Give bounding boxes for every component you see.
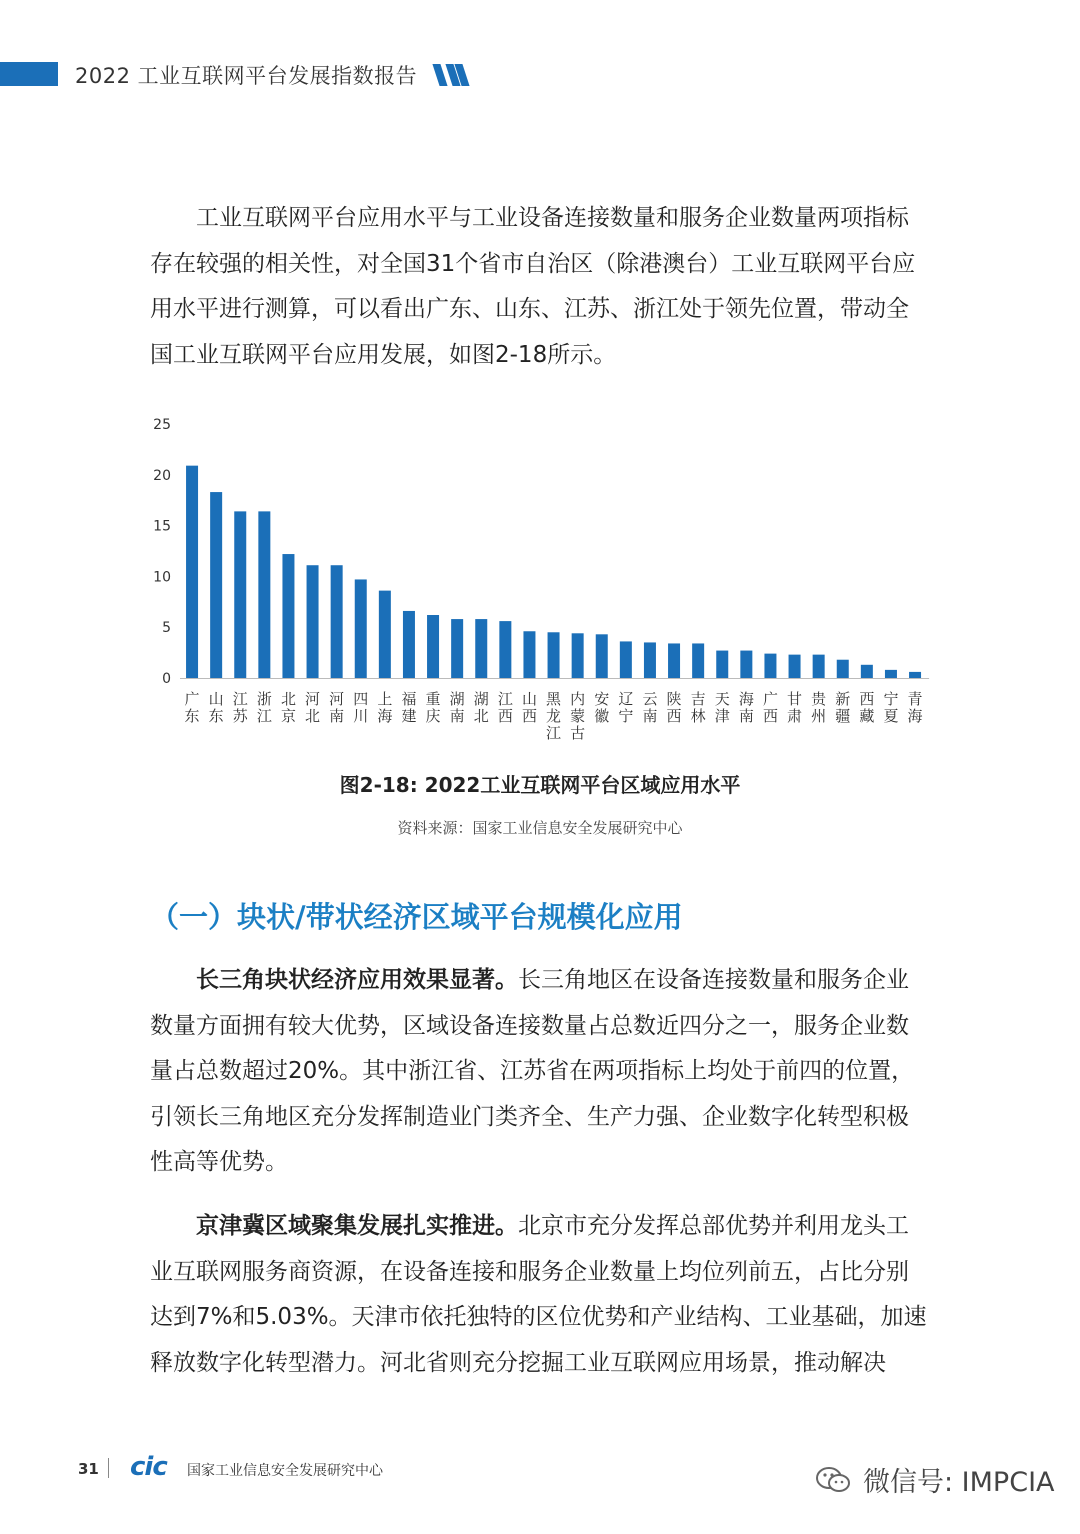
cic-logo: cic <box>130 1452 167 1482</box>
page-number: 31 <box>78 1460 99 1478</box>
x-tick-label: 陕西 <box>666 690 682 725</box>
bar <box>475 619 487 678</box>
bar <box>427 615 439 678</box>
header-accent-bar <box>0 62 58 86</box>
x-tick-label: 海南 <box>738 690 754 725</box>
intro-paragraph <box>150 196 930 378</box>
bar <box>572 633 584 678</box>
bar <box>668 643 680 678</box>
x-tick-label: 江苏 <box>232 690 248 725</box>
y-tick-label: 5 <box>162 620 171 637</box>
wechat-icon <box>815 1466 851 1494</box>
wechat-watermark <box>815 1460 1055 1500</box>
bar <box>523 631 535 678</box>
x-tick-label: 广西 <box>762 690 778 725</box>
bar <box>885 670 897 678</box>
bar <box>764 654 776 678</box>
x-tick-label: 浙江 <box>256 690 272 725</box>
yangtze-lead: 长三角块状经济应用效果显著。 <box>196 967 518 993</box>
x-tick-label: 上海 <box>377 690 393 725</box>
section-heading: （一）块状/带状经济区域平台规模化应用 <box>150 900 683 934</box>
bar <box>234 511 246 678</box>
y-tick-label: 15 <box>153 518 171 535</box>
x-tick-label: 黑龙江 <box>546 690 562 742</box>
bar <box>740 651 752 678</box>
yangtze-body: 长三角地区在设备连接数量和服务企业数量方面拥有较大优势，区域设备连接数量占总数近四分之一，服务企业数量占总数超过20%。其中浙江省、江苏省在两项指标上均处于前四的位置，引领长三角地区充分发挥制造业门类齐全、生产力强、企业数字化转型积极性高等优势。 <box>150 967 915 1175</box>
bar <box>813 655 825 678</box>
figure-source: 资料来源：国家工业信息安全发展研究中心 <box>397 819 683 837</box>
bar <box>355 579 367 678</box>
bar <box>258 511 270 678</box>
bar <box>548 632 560 678</box>
x-tick-label: 天津 <box>714 690 730 725</box>
x-tick-label: 甘肃 <box>787 690 803 725</box>
bar <box>692 643 704 678</box>
bar <box>499 621 511 678</box>
bar <box>909 672 921 678</box>
intro-text: 工业互联网平台应用水平与工业设备连接数量和服务企业数量两项指标存在较强的相关性，对全国31个省市自治区（除港澳台）工业互联网平台应用水平进行测算，可以看出广东、山东、江苏、浙江处于领先位置，带动全国工业互联网平台应用发展，如图2-18所示。 <box>150 205 916 368</box>
bar <box>837 660 849 678</box>
bar <box>789 655 801 678</box>
figure-caption: 图2-18: 2022工业互联网平台区域应用水平 <box>339 773 741 797</box>
bar-chart <box>0 400 1080 750</box>
x-tick-label: 西藏 <box>859 690 875 725</box>
bar <box>307 565 319 678</box>
bar <box>861 665 873 678</box>
x-tick-label: 内蒙古 <box>570 690 586 742</box>
x-tick-label: 河南 <box>329 690 345 725</box>
bar <box>282 554 294 678</box>
x-tick-label: 青海 <box>907 690 923 725</box>
bar <box>331 565 343 678</box>
yangtze-paragraph <box>150 958 930 1186</box>
bar <box>186 466 198 678</box>
jingjinji-paragraph <box>150 1204 930 1386</box>
report-title: 2022 工业互联网平台发展指数报告 <box>75 64 418 88</box>
x-tick-label: 河北 <box>305 690 321 725</box>
x-tick-label: 广东 <box>184 690 200 725</box>
x-tick-label: 福建 <box>401 690 417 725</box>
y-tick-label: 25 <box>153 417 171 433</box>
x-tick-label: 辽宁 <box>618 690 634 725</box>
x-tick-label: 北京 <box>280 690 296 725</box>
bar <box>451 619 463 678</box>
x-tick-label: 云南 <box>642 690 658 725</box>
bar <box>379 591 391 678</box>
x-tick-label: 山西 <box>521 690 537 725</box>
footer-org-name: 国家工业信息安全发展研究中心 <box>187 1463 383 1479</box>
bar <box>716 651 728 678</box>
bar <box>620 641 632 678</box>
x-tick-label: 重庆 <box>425 690 441 725</box>
x-tick-label: 湖南 <box>449 690 465 725</box>
y-tick-label: 0 <box>162 671 171 687</box>
x-tick-label: 四川 <box>353 690 369 725</box>
x-tick-label: 宁夏 <box>883 690 899 725</box>
bar <box>210 492 222 678</box>
y-tick-label: 20 <box>153 467 171 484</box>
x-tick-label: 贵州 <box>811 690 827 725</box>
y-tick-label: 10 <box>153 569 171 586</box>
jingjinji-lead: 京津冀区域聚集发展扎实推进。 <box>196 1213 518 1239</box>
footer-divider <box>108 1458 109 1478</box>
watermark-text: 微信号: IMPCIA <box>863 1467 1055 1498</box>
jingjinji-body: 北京市充分发挥总部优势并利用龙头工业互联网服务商资源，在设备连接和服务企业数量上均位列前五，占比分别达到7%和5.03%。天津市依托独特的区位优势和产业结构、工业基础，加速释放数字化转型潜力。河北省则充分挖掘工业互联网应用场景，推动解决 <box>150 1213 927 1376</box>
x-tick-label: 新疆 <box>835 690 851 725</box>
x-tick-label: 江西 <box>497 690 513 725</box>
bar <box>596 634 608 678</box>
x-tick-label: 山东 <box>208 690 224 725</box>
header-slash-mark-1 <box>432 64 447 86</box>
x-tick-label: 湖北 <box>473 690 489 725</box>
x-tick-label: 安徽 <box>594 690 610 725</box>
x-tick-label: 吉林 <box>690 690 706 725</box>
bar <box>403 611 415 678</box>
bar <box>644 642 656 678</box>
